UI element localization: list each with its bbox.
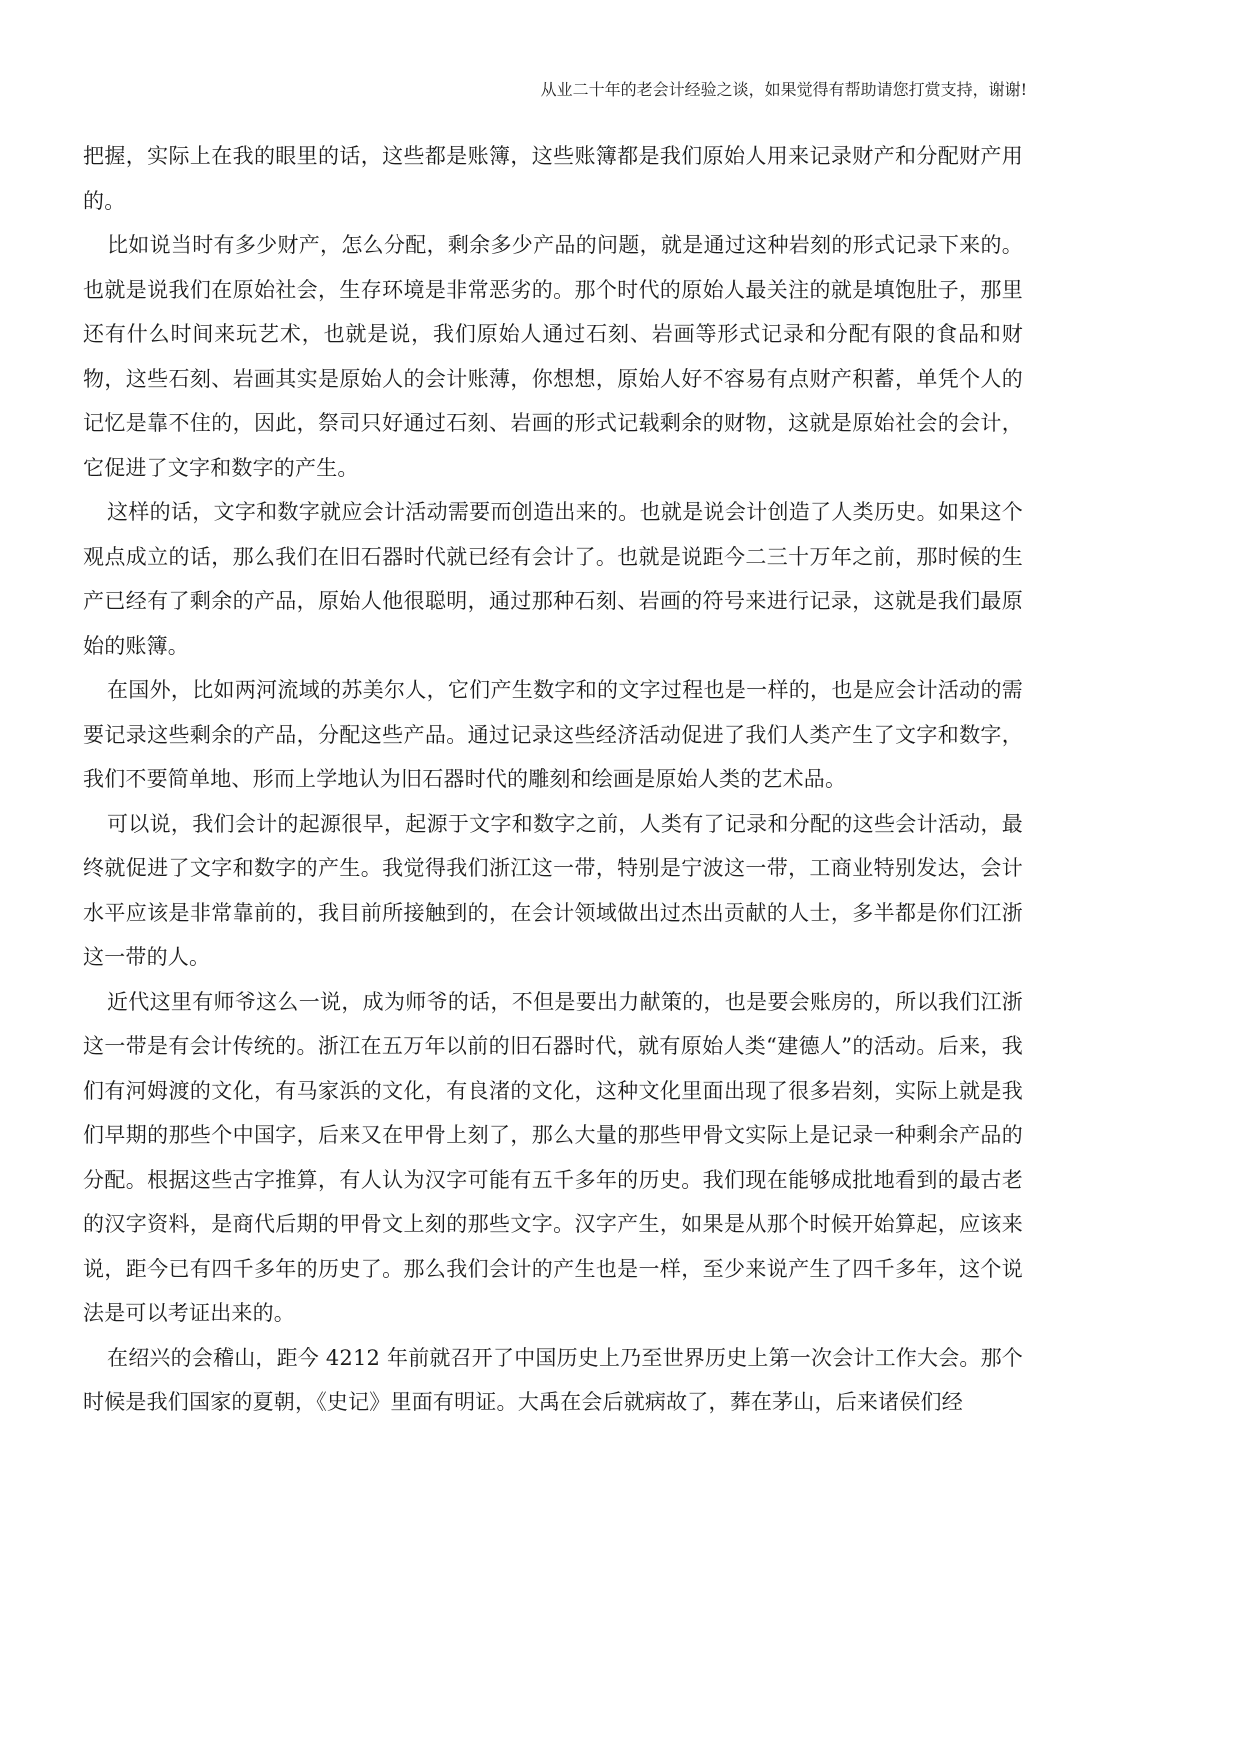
paragraph-4: 在国外，比如两河流域的苏美尔人，它们产生数字和的文字过程也是一样的，也是应会计活动的需要记录这些剩余的产品，分配这些产品。通过记录这些经济活动促进了我们人类产生了文字和数字，我们不要简单地、形而上学地认为旧石器时代的雕刻和绘画是原始人类的艺术品。	[83, 678, 1023, 791]
document-body	[83, 134, 1023, 1425]
paragraph-1: 把握，实际上在我的眼里的话，这些都是账簿，这些账簿都是我们原始人用来记录财产和分配财产用的。	[83, 144, 1023, 213]
paragraph-5: 可以说，我们会计的起源很早，起源于文字和数字之前，人类有了记录和分配的这些会计活动，最终就促进了文字和数字的产生。我觉得我们浙江这一带，特别是宁波这一带，工商业特别发达，会计水平应该是非常靠前的，我目前所接触到的，在会计领域做出过杰出贡献的人士，多半都是你们江浙这一带的人。	[83, 811, 1023, 969]
header-note: 从业二十年的老会计经验之谈，如果觉得有帮助请您打赏支持，谢谢!	[540, 80, 1027, 99]
paragraph-2: 比如说当时有多少财产，怎么分配，剩余多少产品的问题，就是通过这种岩刻的形式记录下来的。也就是说我们在原始社会，生存环境是非常恶劣的。那个时代的原始人最关注的就是填饱肚子，那里还有什么时间来玩艺术，也就是说，我们原始人通过石刻、岩画等形式记录和分配有限的食品和财物，这些石刻、岩画其实是原始人的会计账薄，你想想，原始人好不容易有点财产积蓄，单凭个人的记忆是靠不住的，因此，祭司只好通过石刻、岩画的形式记载剩余的财物，这就是原始社会的会计，它促进了文字和数字的产生。	[83, 233, 1023, 480]
paragraph-3: 这样的话，文字和数字就应会计活动需要而创造出来的。也就是说会计创造了人类历史。如果这个观点成立的话，那么我们在旧石器时代就已经有会计了。也就是说距今二三十万年之前，那时候的生产已经有了剩余的产品，原始人他很聪明，通过那种石刻、岩画的符号来进行记录，这就是我们最原始的账簿。	[83, 500, 1023, 658]
paragraph-7: 在绍兴的会稽山，距今 4212 年前就召开了中国历史上乃至世界历史上第一次会计工作大会。那个时候是我们国家的夏朝，《史记》里面有明证。大禹在会后就病故了，葬在茅山，后来诸侯们经	[83, 1345, 1023, 1414]
paragraph-6: 近代这里有师爷这么一说，成为师爷的话，不但是要出力献策的，也是要会账房的，所以我们江浙这一带是有会计传统的。浙江在五万年以前的旧石器时代，就有原始人类“建德人”的活动。后来，我们有河姆渡的文化，有马家浜的文化，有良渚的文化，这种文化里面出现了很多岩刻，实际上就是我们早期的那些个中国字，后来又在甲骨上刻了，那么大量的那些甲骨文实际上是记录一种剩余产品的分配。根据这些古字推算，有人认为汉字可能有五千多年的历史。我们现在能够成批地看到的最古老的汉字资料，是商代后期的甲骨文上刻的那些文字。汉字产生，如果是从那个时候开始算起，应该来说，距今已有四千多年的历史了。那么我们会计的产生也是一样，至少来说产生了四千多年，这个说法是可以考证出来的。	[83, 989, 1023, 1325]
